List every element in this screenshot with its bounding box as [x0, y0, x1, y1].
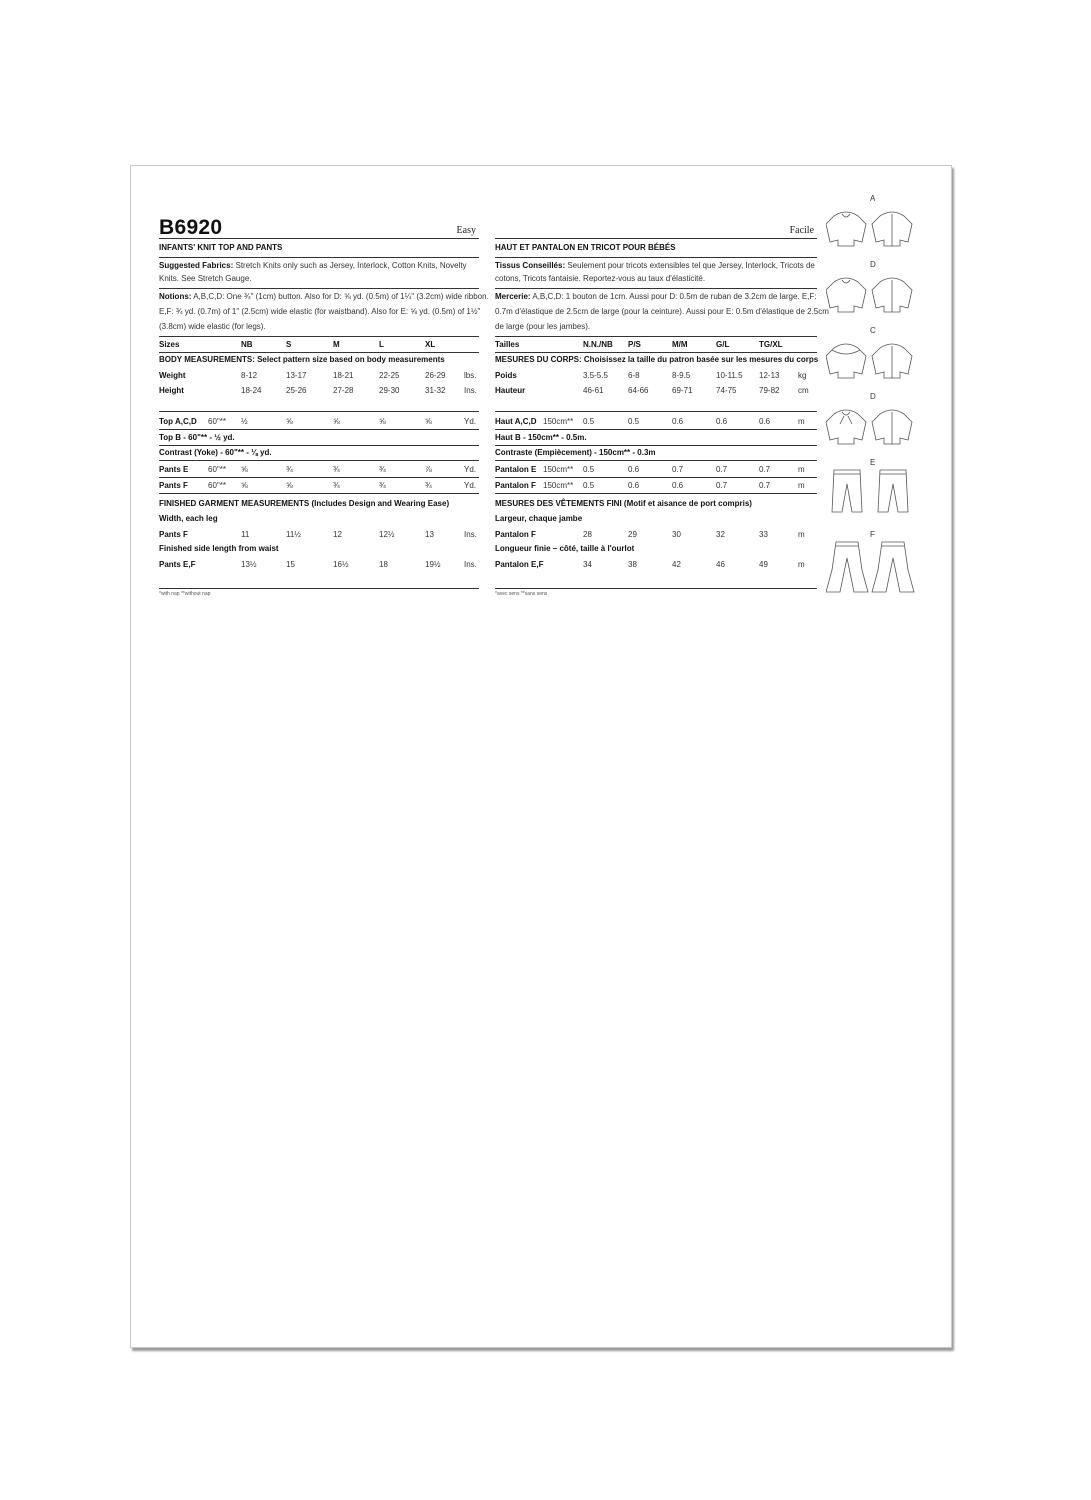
table-cell: 0.6 — [759, 417, 771, 426]
divider — [159, 493, 479, 494]
divider — [495, 411, 817, 412]
size-header: P/S — [628, 340, 641, 349]
view-e-sketch — [826, 458, 926, 518]
divider — [495, 288, 817, 289]
table-cell: 8-9.5 — [672, 371, 691, 380]
row-label: Top A,C,D — [159, 417, 197, 426]
unit-cell: Yd. — [464, 481, 477, 490]
unit-cell: Ins. — [464, 530, 477, 539]
table-cell: 25-26 — [286, 386, 307, 395]
table-cell: ¾ — [333, 481, 340, 490]
table-cell: 0.6 — [672, 481, 684, 490]
table-cell: 64-66 — [628, 386, 649, 395]
top-b-yardage: Top B - 60"** - ½ yd. — [159, 433, 235, 442]
table-cell: 74-75 — [716, 386, 737, 395]
garment-views — [826, 194, 926, 604]
body-measurements-heading: BODY MEASUREMENTS: Select pattern size based on body measurements — [159, 355, 445, 364]
view-label: D — [870, 392, 876, 401]
table-cell: ¾ — [333, 465, 340, 474]
finished-measurements-heading: MESURES DES VÊTEMENTS FINI (Motif et aisance de port compris) — [495, 499, 752, 508]
table-cell: ⅝ — [379, 417, 386, 426]
view-label: F — [870, 530, 875, 539]
table-cell: 32 — [716, 530, 725, 539]
table-cell: 27-28 — [333, 386, 354, 395]
pattern-title: HAUT ET PANTALON EN TRICOT POUR BÉBÉS — [495, 243, 676, 252]
notions-line-1 — [159, 290, 489, 303]
table-cell: 42 — [672, 560, 681, 569]
notions-label: Mercerie: — [495, 292, 531, 301]
table-cell: 0.6 — [672, 417, 684, 426]
row-label: Pantalon F — [495, 481, 536, 490]
fabrics-block — [159, 259, 479, 285]
top-b-yardage: Haut B - 150cm** - 0.5m. — [495, 433, 587, 442]
pants-front-back-icon — [826, 458, 926, 518]
unit-cell: lbs. — [464, 371, 477, 380]
contrast-yardage: Contrast (Yoke) - 60"** - ⅛ yd. — [159, 448, 272, 457]
table-cell: ⅝ — [425, 417, 432, 426]
row-label: Pantalon F — [495, 530, 536, 539]
view-label: A — [870, 194, 876, 203]
table-cell: ⅝ — [333, 417, 340, 426]
fabric-width: 150cm** — [543, 417, 574, 426]
row-label: Pantalon E,F — [495, 560, 544, 569]
divider — [159, 460, 479, 461]
unit-cell: kg — [798, 371, 807, 380]
view-c-sketch — [826, 326, 926, 386]
unit-cell: m — [798, 530, 805, 539]
body-measurements-heading: MESURES DU CORPS: Choisissez la taille du patron basée sur les mesures du corps — [495, 355, 819, 364]
divider — [495, 493, 817, 494]
view-d-sketch — [826, 260, 926, 320]
table-cell: 18-24 — [241, 386, 262, 395]
size-header: L — [379, 340, 384, 349]
view-d-sketch — [826, 392, 926, 452]
table-cell: 46 — [716, 560, 725, 569]
divider — [495, 336, 817, 337]
table-cell: 13 — [425, 530, 434, 539]
table-cell: 16½ — [333, 560, 349, 569]
table-cell: 18-21 — [333, 371, 354, 380]
table-cell: 34 — [583, 560, 592, 569]
footnote: *avec sens **sans sens — [495, 591, 548, 597]
table-cell: 12 — [333, 530, 342, 539]
table-cell: 0.7 — [759, 465, 771, 474]
size-header: XL — [425, 340, 436, 349]
table-cell: ¾ — [379, 481, 386, 490]
view-label: E — [870, 458, 876, 467]
fabric-width: 150cm** — [543, 481, 574, 490]
table-cell: 6-8 — [628, 371, 640, 380]
notions-text: A,B,C,D: One ¾" (1cm) button. Also for D: ⅝ yd. (0.5m) of 1¼" (3.2cm) wide ribbon. — [193, 292, 489, 301]
footnote: *with nap **without nap — [159, 591, 211, 597]
fabrics-block — [495, 259, 817, 285]
size-header: NB — [241, 340, 253, 349]
notions-line-3: (3.8cm) wide elastic (for legs). — [159, 322, 266, 331]
fabric-width: 150cm** — [543, 465, 574, 474]
table-cell: 8-12 — [241, 371, 258, 380]
notions-line-3: de large (pour les jambes). — [495, 322, 591, 331]
table-cell: ¾ — [379, 465, 386, 474]
table-cell: ⅞ — [425, 465, 432, 474]
divider — [495, 257, 817, 258]
table-cell: 19½ — [425, 560, 441, 569]
row-label: Haut A,C,D — [495, 417, 537, 426]
divider — [495, 588, 817, 589]
table-cell: 0.7 — [672, 465, 684, 474]
table-cell: 0.5 — [628, 417, 640, 426]
notions-line-2: E,F: ¾ yd. (0.7m) of 1" (2.5cm) wide elastic (for waistband). Also for E: ⅝ yd. (0.5m) of 1½" — [159, 307, 481, 316]
divider — [159, 588, 479, 589]
unit-cell: cm — [798, 386, 809, 395]
view-label: C — [870, 326, 876, 335]
row-label: Pantalon E — [495, 465, 537, 474]
size-header: N.N./NB — [583, 340, 613, 349]
view-f-sketch — [826, 530, 926, 590]
divider — [159, 288, 479, 289]
row-label: Pants F — [159, 481, 188, 490]
table-cell: 15 — [286, 560, 295, 569]
table-cell: 0.5 — [583, 465, 595, 474]
table-cell: ⅝ — [241, 481, 248, 490]
divider — [495, 477, 817, 478]
divider — [495, 460, 817, 461]
table-cell: 18 — [379, 560, 388, 569]
table-cell: 33 — [759, 530, 768, 539]
table-cell: 31-32 — [425, 386, 446, 395]
notions-text: A,B,C,D: 1 bouton de 1cm. Aussi pour D: 0.5m de ruban de 3.2cm de large. E,F: — [532, 292, 817, 301]
table-cell: 0.6 — [716, 417, 728, 426]
difficulty-level: Facile — [789, 225, 814, 236]
table-cell: 0.6 — [628, 481, 640, 490]
table-cell: 0.7 — [716, 481, 728, 490]
size-header: M/M — [672, 340, 688, 349]
sizes-label: Tailles — [495, 340, 520, 349]
pattern-title: INFANTS' KNIT TOP AND PANTS — [159, 243, 283, 252]
table-cell: 30 — [672, 530, 681, 539]
row-label: Weight — [159, 371, 186, 380]
table-cell: ⅝ — [286, 417, 293, 426]
length-label: Longueur finie – côté, taille à l'ourlot — [495, 544, 635, 553]
width-label: Width, each leg — [159, 514, 218, 523]
unit-cell: Yd. — [464, 417, 477, 426]
unit-cell: Ins. — [464, 386, 477, 395]
unit-cell: m — [798, 465, 805, 474]
fabrics-text: Seulement pour tricots extensibles tel que Jersey, Interlock, Tricots de cotons, Tricots fantaisie. Reportez-vous au taux d'élasticité. — [495, 261, 815, 283]
table-cell: 11½ — [286, 530, 301, 539]
table-cell: 46-61 — [583, 386, 604, 395]
table-cell: 13½ — [241, 560, 257, 569]
length-label: Finished side length from waist — [159, 544, 279, 553]
fabric-width: 60"** — [208, 465, 226, 474]
top-front-back-icon — [826, 392, 926, 452]
table-cell: 49 — [759, 560, 768, 569]
width-label: Largeur, chaque jambe — [495, 514, 583, 523]
divider — [159, 477, 479, 478]
table-cell: 12-13 — [759, 371, 780, 380]
table-cell: 0.7 — [759, 481, 771, 490]
table-cell: ½ — [241, 417, 248, 426]
table-cell: 28 — [583, 530, 592, 539]
contrast-yardage: Contraste (Empiècement) - 150cm** - 0.3m — [495, 448, 656, 457]
table-cell: 29-30 — [379, 386, 400, 395]
table-cell: 29 — [628, 530, 637, 539]
row-label: Hauteur — [495, 386, 526, 395]
row-label: Height — [159, 386, 184, 395]
table-cell: 0.7 — [716, 465, 728, 474]
divider — [159, 336, 479, 337]
fabric-width: 60"** — [208, 417, 226, 426]
divider — [159, 411, 479, 412]
unit-cell: m — [798, 417, 805, 426]
table-cell: 0.6 — [628, 465, 640, 474]
table-cell: ¾ — [425, 481, 432, 490]
view-a-sketch — [826, 194, 926, 254]
unit-cell: m — [798, 481, 805, 490]
pattern-sheet — [130, 165, 952, 1348]
divider — [159, 429, 479, 430]
row-label: Poids — [495, 371, 517, 380]
title-rule — [495, 238, 817, 239]
notions-line-2: 0.7m d'élastique de 2.5cm de large (pour la ceinture). Aussi pour E: 0.5m d'élastique de 2.5cm — [495, 307, 829, 316]
pattern-number: B6920 — [159, 216, 223, 239]
table-cell: 0.5 — [583, 481, 595, 490]
row-label: Pants E,F — [159, 560, 196, 569]
fabrics-text: Stretch Knits only such as Jersey, Interlock, Cotton Knits, Novelty Knits. See Stretch Gauge. — [159, 261, 467, 283]
sizes-label: Sizes — [159, 340, 180, 349]
divider — [495, 429, 817, 430]
row-label: Pants E — [159, 465, 189, 474]
table-cell: 0.5 — [583, 417, 595, 426]
table-cell: 38 — [628, 560, 637, 569]
table-cell: 3.5-5.5 — [583, 371, 608, 380]
unit-cell: m — [798, 560, 805, 569]
unit-cell: Ins. — [464, 560, 477, 569]
table-cell: 22-25 — [379, 371, 400, 380]
top-front-back-icon — [826, 326, 926, 386]
size-header: S — [286, 340, 292, 349]
finished-measurements-heading: FINISHED GARMENT MEASUREMENTS (Includes Design and Wearing Ease) — [159, 499, 450, 508]
table-cell: 11 — [241, 530, 250, 539]
top-front-back-icon — [826, 194, 926, 254]
table-cell: 13-17 — [286, 371, 307, 380]
notions-label: Notions: — [159, 292, 192, 301]
notions-line-1 — [495, 290, 817, 303]
top-front-back-icon — [826, 260, 926, 320]
size-header: M — [333, 340, 340, 349]
table-cell: 79-82 — [759, 386, 780, 395]
pants-front-back-icon — [826, 530, 926, 600]
difficulty-level: Easy — [456, 225, 476, 236]
fabric-width: 60"** — [208, 481, 226, 490]
row-label: Pants F — [159, 530, 188, 539]
view-label: D — [870, 260, 876, 269]
size-header: TG/XL — [759, 340, 783, 349]
fabrics-label: Suggested Fabrics: — [159, 261, 234, 270]
table-cell: ⅝ — [286, 481, 293, 490]
size-header: G/L — [716, 340, 730, 349]
table-cell: ¾ — [286, 465, 293, 474]
table-cell: 69-71 — [672, 386, 693, 395]
table-cell: 10-11.5 — [716, 371, 743, 380]
table-cell: 12½ — [379, 530, 395, 539]
table-cell: ⅝ — [241, 465, 248, 474]
unit-cell: Yd. — [464, 465, 477, 474]
fabrics-label: Tissus Conseillés: — [495, 261, 566, 270]
divider — [159, 257, 479, 258]
title-rule — [159, 238, 479, 239]
table-cell: 26-29 — [425, 371, 446, 380]
